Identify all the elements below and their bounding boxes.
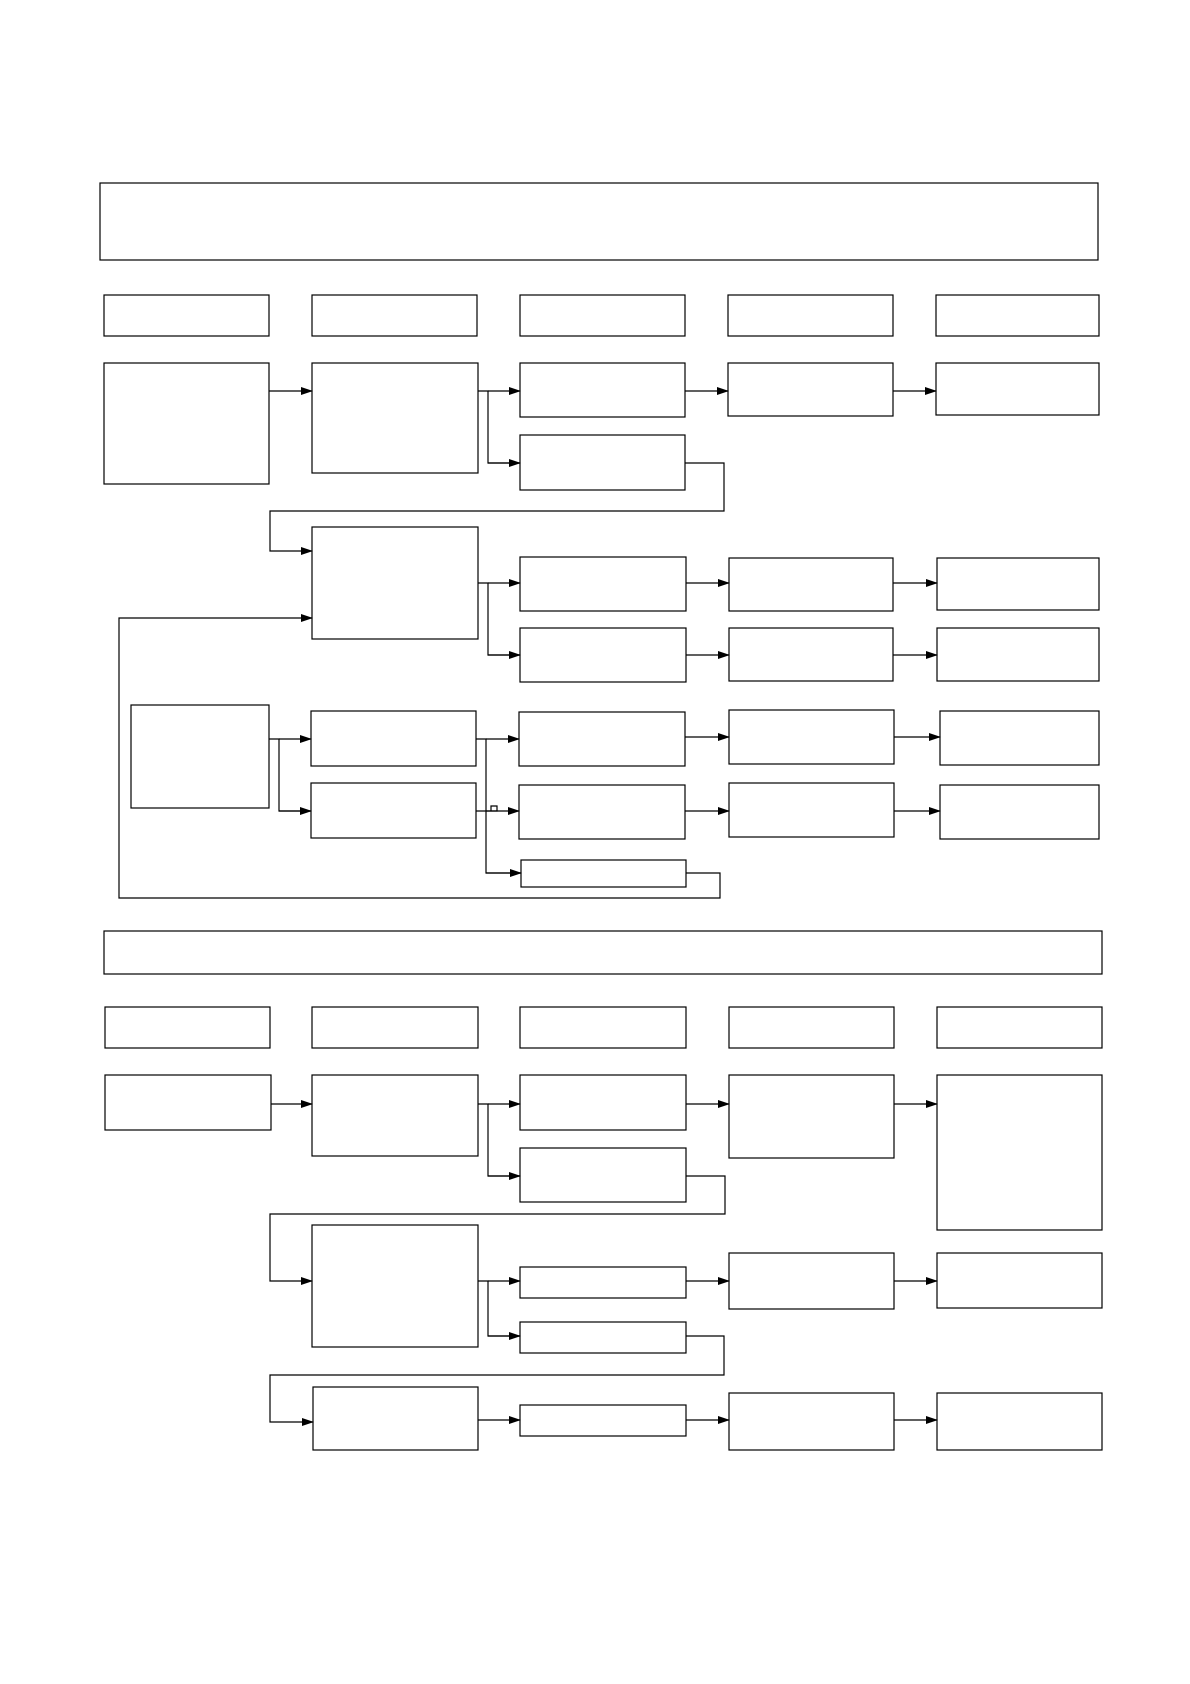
process-box (520, 628, 686, 682)
title-box-bottom (104, 931, 1102, 974)
process-box (312, 1075, 478, 1156)
flowchart-boxes (100, 183, 1102, 1450)
process-box (104, 363, 269, 484)
process-box (520, 1148, 686, 1202)
process-box (936, 363, 1099, 415)
process-box (729, 558, 893, 611)
process-box (312, 527, 478, 639)
process-box (729, 1393, 894, 1450)
header-box (105, 1007, 270, 1048)
process-box (520, 1267, 686, 1298)
header-box (104, 295, 269, 336)
process-box (520, 1322, 686, 1353)
header-box (520, 295, 685, 336)
process-box (313, 1387, 478, 1450)
process-box (520, 1405, 686, 1436)
process-box (729, 710, 894, 764)
process-box (940, 711, 1099, 765)
header-box (312, 295, 477, 336)
header-box (728, 295, 893, 336)
process-box (937, 1075, 1102, 1230)
process-box (940, 785, 1099, 839)
process-box (312, 1225, 478, 1347)
process-box (937, 1393, 1102, 1450)
process-box (312, 363, 478, 473)
process-box (937, 1253, 1102, 1308)
process-box (937, 628, 1099, 681)
branch-line (476, 739, 521, 873)
process-box (520, 1075, 686, 1130)
header-box (937, 1007, 1102, 1048)
header-box (936, 295, 1099, 336)
process-box (519, 785, 685, 839)
header-box (729, 1007, 894, 1048)
process-box (728, 363, 893, 416)
header-box (520, 1007, 686, 1048)
title-box-top (100, 183, 1098, 260)
process-box (131, 705, 269, 808)
process-box (729, 1253, 894, 1309)
process-box (729, 783, 894, 837)
process-box (520, 557, 686, 611)
branch-line (478, 1281, 520, 1336)
branch-line (269, 739, 311, 811)
branch-line (478, 391, 520, 463)
header-box (312, 1007, 478, 1048)
process-box (729, 1075, 894, 1158)
process-box (311, 783, 476, 838)
branch-line (478, 583, 520, 655)
process-box (105, 1075, 271, 1130)
branch-line (478, 1104, 520, 1176)
process-box (519, 712, 685, 766)
process-box (937, 558, 1099, 610)
process-box (521, 860, 686, 887)
process-box (311, 711, 476, 766)
process-box (520, 363, 685, 417)
process-box (520, 435, 685, 490)
process-box (729, 628, 893, 681)
